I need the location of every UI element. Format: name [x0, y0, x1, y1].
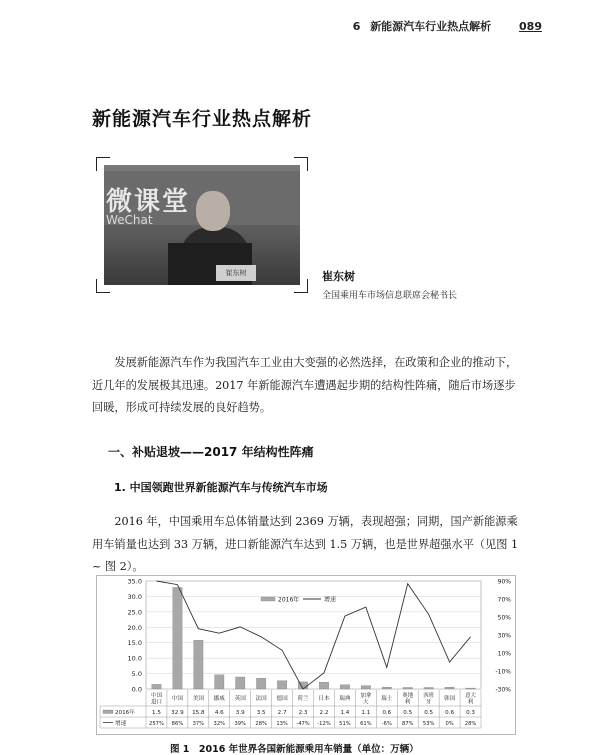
- x-tick-label: 韩国: [443, 696, 456, 702]
- bar: [361, 686, 370, 689]
- y-tick-label: 25.0: [127, 608, 142, 617]
- bar: [403, 687, 412, 689]
- author-photo: [104, 165, 300, 285]
- table-bar-swatch: [103, 710, 113, 714]
- bar: [256, 678, 265, 689]
- x-tick-label: 中国: [171, 696, 184, 702]
- table-cell-growth: 61%: [360, 721, 372, 727]
- y2-tick-label: 50%: [497, 614, 511, 622]
- legend-bar-swatch: [261, 597, 275, 601]
- table-cell-value: 1.1: [361, 710, 371, 716]
- sales-chart: [96, 575, 516, 735]
- table-cell-growth: 32%: [213, 721, 226, 727]
- x-tick-label: 意大: [465, 693, 476, 699]
- table-cell-growth: -47%: [296, 721, 310, 727]
- legend-bar-label: 2016年: [278, 596, 300, 604]
- bar: [152, 684, 161, 689]
- table-cell-growth: -12%: [317, 721, 331, 727]
- x-tick-label: 法国: [255, 696, 267, 702]
- bar: [445, 687, 454, 689]
- table-cell-growth: 86%: [171, 721, 184, 727]
- author-title: 全国乘用车市场信息联席会秘书长: [322, 291, 458, 301]
- legend-line-label: 增速: [324, 596, 337, 604]
- bar: [382, 687, 391, 689]
- x-tick-label: 德国: [276, 696, 288, 702]
- table-cell-value: 4.6: [214, 710, 224, 716]
- x-tick-label: 美国: [192, 696, 204, 702]
- bar: [215, 675, 224, 689]
- subsection-heading: 1. 中国领跑世界新能源汽车与传统汽车市场: [114, 481, 328, 494]
- chapter-number: 6: [352, 20, 361, 33]
- table-cell-value: 3.9: [235, 710, 245, 716]
- table-cell-value: 0.5: [424, 710, 434, 716]
- author-name: 崔东树: [322, 270, 355, 283]
- x-tick-label: 西班: [423, 693, 435, 699]
- table-cell-growth: 39%: [234, 721, 246, 727]
- x-tick-label: 加拿: [360, 693, 372, 699]
- article-title: 新能源汽车行业热点解析: [92, 108, 313, 130]
- x-tick-label: 挪威: [213, 696, 225, 702]
- table-cell-value: 2.7: [277, 710, 287, 716]
- y2-tick-label: -30%: [495, 686, 511, 694]
- bar: [277, 681, 286, 689]
- x-tick-label: 英国: [234, 696, 246, 702]
- table-cell-growth: 37%: [192, 721, 205, 727]
- table-cell-value: 1.4: [340, 710, 350, 716]
- x-tick-label: 奥地: [402, 693, 414, 699]
- table-cell-value: 1.5: [152, 710, 161, 716]
- table-cell-growth: 53%: [422, 721, 435, 727]
- y-tick-label: 10.0: [127, 654, 142, 663]
- photo-banner-sub: WeChat: [106, 213, 153, 227]
- table-cell-growth: 13%: [276, 721, 288, 727]
- table-cell-growth: 51%: [339, 721, 351, 727]
- chapter-title: 新能源汽车行业热点解析: [370, 20, 492, 33]
- photo-person-head: [196, 191, 230, 231]
- y2-tick-label: 70%: [497, 596, 511, 604]
- growth-line: [156, 581, 470, 689]
- table-cell-value: 32.9: [171, 710, 184, 716]
- x-tick-label-cont: 牙: [425, 699, 432, 706]
- x-tick-label-cont: 利: [467, 699, 474, 706]
- y2-tick-label: -10%: [495, 668, 511, 676]
- y-tick-label: 30.0: [127, 592, 142, 601]
- bar: [194, 640, 203, 689]
- table-cell-value: 15.8: [192, 710, 205, 716]
- table-cell-value: 0.3: [466, 710, 475, 716]
- x-tick-label: 瑞典: [339, 696, 351, 702]
- x-tick-label: 瑞士: [381, 696, 393, 702]
- table-cell-growth: 257%: [149, 721, 164, 727]
- x-tick-label-cont: 进口: [151, 699, 162, 706]
- y-tick-label: 0.0: [131, 685, 142, 694]
- y2-tick-label: 30%: [497, 632, 511, 640]
- table-cell-value: 0.5: [403, 710, 413, 716]
- y-tick-label: 20.0: [127, 623, 142, 632]
- x-tick-label-cont: 利: [405, 699, 411, 706]
- x-tick-label-cont: 大: [363, 699, 369, 706]
- y-tick-label: 5.0: [131, 670, 142, 679]
- table-row-label: 增速: [115, 721, 127, 727]
- y2-tick-label: 10%: [497, 650, 511, 658]
- table-cell-growth: 87%: [401, 721, 414, 727]
- table-cell-growth: 0%: [445, 721, 454, 727]
- y-tick-label: 15.0: [127, 639, 142, 648]
- photo-banner-text: 微课堂: [106, 187, 191, 217]
- x-tick-label: 日本: [318, 696, 330, 702]
- intro-paragraph: 发展新能源汽车作为我国汽车工业由大变强的必然选择，在政策和企业的推动下，近几年的发展极其迅速。2017 年新能源汽车遭遇起步期的结构性阵痛，随后市场逐步回暖，形成可持续发展的良好趋势。: [92, 356, 518, 414]
- bar: [173, 587, 182, 689]
- body-paragraph: 2016 年，中国乘用车总体销量达到 2369 万辆，表现超强；同期，国产新能源乘用车销量也达到 33 万辆，进口新能源汽车达到 1.5 万辆，也是世界超强水平（见图 1 ~ 图 2）。: [92, 515, 519, 573]
- bar: [340, 685, 349, 689]
- running-header: [353, 18, 542, 34]
- bar: [236, 677, 245, 689]
- figure-caption: 图 1 2016 年世界各国新能源乘用车销量（单位：万辆）: [170, 744, 419, 755]
- table-cell-value: 0.6: [382, 710, 392, 716]
- table-cell-value: 0.6: [445, 710, 455, 716]
- table-cell-value: 2.2: [319, 710, 329, 716]
- table-cell-value: 2.3: [298, 710, 308, 716]
- table-cell-growth: 28%: [464, 721, 477, 727]
- y-tick-label: 35.0: [127, 577, 142, 586]
- table-cell-value: 3.5: [256, 710, 266, 716]
- photo-nameplate: 崔东树: [216, 265, 256, 281]
- table-cell-growth: 28%: [255, 721, 267, 727]
- bar: [424, 687, 433, 689]
- section-heading: 一、补贴退坡——2017 年结构性阵痛: [108, 445, 314, 459]
- page-number: 089: [519, 20, 542, 33]
- y2-tick-label: 90%: [497, 578, 511, 586]
- sales-chart-svg: [96, 575, 516, 735]
- x-tick-label: 荷兰: [297, 696, 309, 702]
- bar: [319, 682, 328, 689]
- bar: [466, 688, 475, 689]
- author-photo-frame: [96, 157, 308, 293]
- table-row-label: 2016年: [115, 710, 135, 716]
- table-cell-growth: -6%: [381, 721, 392, 727]
- x-tick-label: 中国: [151, 693, 162, 699]
